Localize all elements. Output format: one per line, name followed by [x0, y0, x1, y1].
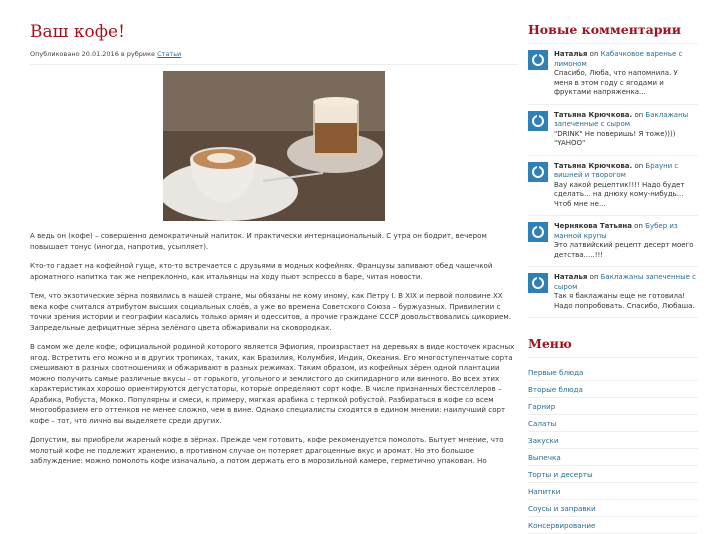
comment-author: Чернякова Татьяна	[554, 222, 632, 230]
menu-item[interactable]: Гарнир	[528, 398, 698, 415]
comment-on: on	[589, 50, 599, 58]
comment-post-link[interactable]: Бубер из манной крупы	[554, 222, 678, 240]
comment-post-link[interactable]: Кабачковое варенье с лимоном	[554, 50, 683, 68]
avatar	[528, 50, 548, 70]
main-content	[30, 22, 518, 467]
post-title[interactable]: Ваш кофе!	[30, 22, 125, 42]
comment-text: Это латвийский рецепт десерт моего детства.....!!!	[554, 241, 694, 259]
menu-title: Меню	[528, 336, 698, 358]
power-icon	[532, 166, 544, 178]
comment-author: Татьяна Крючкова.	[554, 110, 633, 119]
post-body	[30, 231, 518, 467]
sidebar	[528, 22, 698, 534]
comment-item	[528, 267, 698, 318]
comment-on: on	[634, 222, 643, 230]
comment-text: Спасибо, Люба, что напомнила. У меня в этом году с ягодами и фруктами напряженка...	[554, 69, 678, 96]
menu-item[interactable]: Напитки	[528, 483, 698, 500]
menu-list	[528, 364, 698, 534]
comment-on: on	[634, 110, 644, 119]
coffee-photo	[163, 71, 385, 221]
post-date-text: Опубликовано 20.01.2016 в рубрике	[30, 50, 156, 58]
menu-item[interactable]: Выпечка	[528, 449, 698, 466]
comment-item	[528, 105, 698, 156]
comment-item	[528, 216, 698, 267]
comment-on: on	[634, 161, 644, 170]
menu-item[interactable]: Соусы и заправки	[528, 500, 698, 517]
menu-item[interactable]: Вторые блюда	[528, 381, 698, 398]
avatar	[528, 162, 548, 182]
power-icon	[532, 226, 544, 238]
comment-text: Так я баклажаны еще не готовила! Надо попробовать. Спасибо, Любаша.	[554, 292, 695, 310]
recent-comments-title: Новые комментарии	[528, 22, 698, 44]
avatar	[528, 222, 548, 242]
category-link[interactable]: Статьи	[157, 50, 182, 58]
comment-post-link[interactable]: Баклажаны запеченные с сыром	[554, 110, 689, 128]
post-paragraph: Допустим, вы приобрели жареный кофе в зёрнах. Прежде чем готовить, кофе рекомендуется помолоть. Бытует мнение, что молотый кофе не подлежит хранению, в противном случае он потеряет драгоценные вкус и аромат. Но это большое заблуждение: можно помолоть кофе изначально, а потом держать его в морозильной камере, герметично упакован. Но	[30, 435, 504, 465]
comment-author: Татьяна Крючкова.	[554, 161, 633, 170]
post-paragraph: А ведь он (кофе) – совершенно демократичный напиток. И практически интернациональный. С утра он бодрит, вечером повышает тонус (иногда, напротив, усыпляет).	[30, 231, 487, 251]
menu-item[interactable]: Закуски	[528, 432, 698, 449]
menu-item[interactable]: Первые блюда	[528, 364, 698, 381]
power-icon	[532, 277, 544, 289]
avatar	[528, 111, 548, 131]
post-paragraph: Тем, что экзотические зёрна появились в нашей стране, мы обязаны не кому иному, как Петру I. В XIX и первой половине XX века кофе считался атрибутом высших социальных слоёв, а уже во времена Советского Союза – буржуазных. Привилегии с точки зрения истории и географии касались только армян и одесситов, а прочие граждане СССР довольствовались цикорием. Запредельные дефицитные зёрна зелёного цвета обжаривали на сковородках.	[30, 291, 511, 332]
comment-post-link[interactable]: Брауни с вишней и творогом	[554, 161, 679, 179]
comment-post-link[interactable]: Баклажаны запеченные с сыром	[554, 273, 697, 291]
comment-item	[528, 156, 698, 217]
power-icon	[532, 54, 544, 66]
comment-author: Наталья	[554, 273, 588, 281]
comment-text: "DRINK" Не поверишь! Я тоже)))) "YAHOO"	[554, 129, 676, 147]
menu-item[interactable]: Салаты	[528, 415, 698, 432]
comment-text: Вау какой рецептик!!!! Надо будет сделать... на днюху кому-нибудь... Чтоб мне не...	[554, 180, 685, 208]
menu-widget	[528, 336, 698, 534]
post-meta	[30, 50, 518, 65]
menu-item[interactable]: Торты и десерты	[528, 466, 698, 483]
post-paragraph: Кто-то гадает на кофейной гуще, кто-то встречается с друзьями в модных кофейнях. Французы запивают обед чашечкой ароматного напитка так же непреклонно, как итальянцы на ходу пьют эспрессо в баре, читая новости.	[30, 261, 493, 281]
comment-author: Наталья	[554, 50, 588, 58]
power-icon	[532, 115, 544, 127]
post-paragraph: В самом же деле кофе, официальной родиной которого является Эфиопия, произрастает на деревьях в виде косточек красных ягод. Встретить его можно и в других тропиках, таких, как Бразилия, Колумбия, Индия, Океания. Его многоступенчатые сорта смешивают в разных соотношениях и обжаривают в разных режимах. Таким образом, из кофейных зёрен одной плантации можно получить самые различные вкусы – от горького, угольного и землистого до скипидарного или винного. Во всех этих характеристиках хорошо ориентируются дегустаторы, которые определяют сорт кофе. В числе признанных бестселлеров – Арабика, Робуста, Мокко. Популярны и смеси, к примеру, мягкая арабика с терпкой робустой. Разбираться в кофе со всем многообразием его оттенков не менее сложно, чем в вине. Однако специалисты сходятся в едином мнении: наилучший сорт кофе – тот, что лично вы выделяете среди других.	[30, 342, 515, 425]
menu-item[interactable]: Консервирование	[528, 517, 698, 534]
comment-on: on	[589, 273, 599, 281]
comment-item	[528, 50, 698, 105]
avatar	[528, 273, 548, 293]
